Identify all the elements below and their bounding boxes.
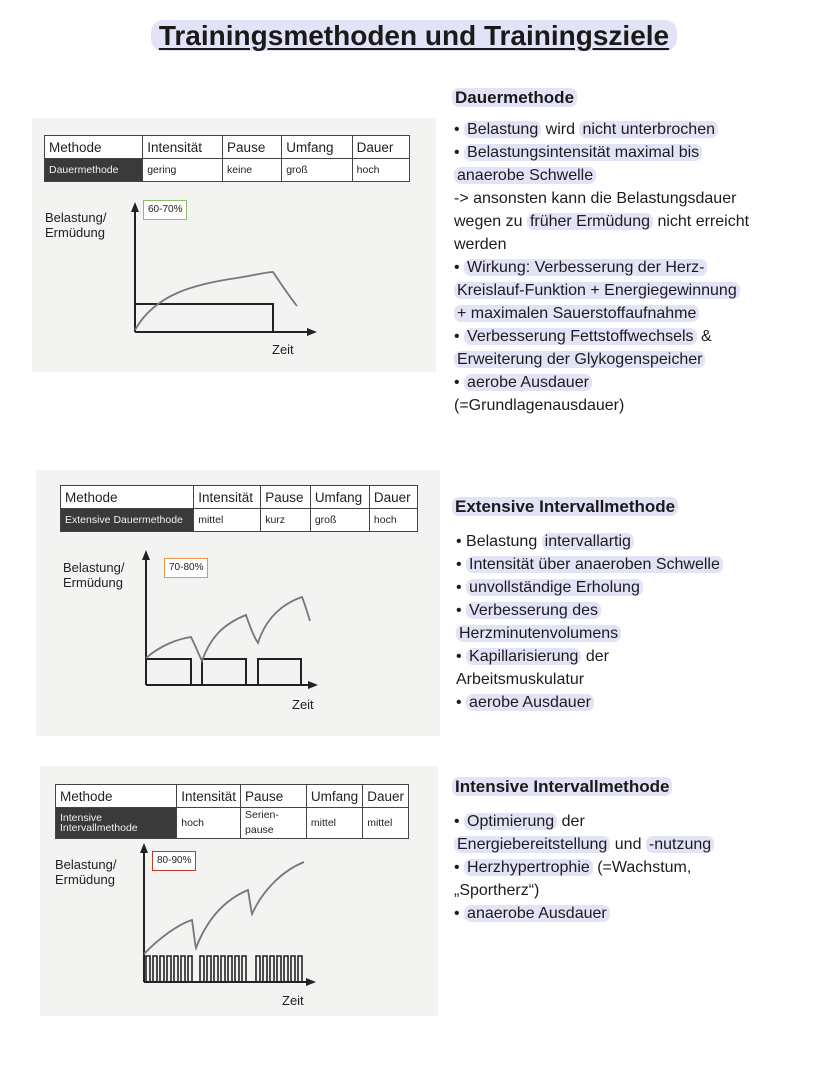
method-table-extensive [60,485,418,532]
x-axis-label: Zeit [292,697,314,712]
table-cell: Serien-pause [241,808,307,839]
y-axis-label: Belastung/ Ermüdung [55,857,117,887]
table-header: Dauer [352,136,409,159]
table-header: Methode [61,486,194,509]
highlighted-text: anaerobe Ausdauer [464,905,610,922]
table-cell: hoch [369,509,417,532]
y-axis-label: Belastung/ Ermüdung [45,210,107,240]
text-line: wegen zu früher Ermüdung nicht erreicht [454,213,750,230]
page-title [0,20,828,52]
table-header: Umfang [282,136,352,159]
table-cell: groß [282,159,352,182]
section-text [454,810,714,925]
x-axis-label: Zeit [272,342,294,357]
table-cell: gering [143,159,223,182]
table-header: Methode [56,785,177,808]
load-block [135,304,273,332]
method-table-intensive [55,784,409,839]
table-cell: Extensive Dauermethode [61,509,194,532]
x-axis-label: Zeit [282,993,304,1008]
table-cell: mittel [306,808,362,839]
text-line: • Herzhypertrophie (=Wachstum, [454,859,692,876]
text-line: • Intensität über anaeroben Schwelle [456,553,723,576]
text-line [454,348,749,371]
text-line: • Belastungsintensität maximal bis [454,141,749,164]
highlighted-text: Herzminutenvolumens [456,625,621,642]
table-cell: kurz [261,509,311,532]
text-line [456,622,723,645]
highlighted-text: früher Ermüdung [527,213,653,230]
text-line: • Kapillarisierung der [456,648,610,665]
text-line: • unvollständige Erholung [456,576,723,599]
text-line: • aerobe Ausdauer [456,691,723,714]
table-cell: Dauermethode [45,159,143,182]
text-line: • aerobe Ausdauer [454,371,749,394]
table-header: Pause [261,486,311,509]
highlighted-text: Energiebereitstellung [454,836,610,853]
method-table-dauermethode [44,135,410,182]
section-title: Dauermethode [452,88,577,108]
text-line: • Verbesserung des [456,599,723,622]
highlighted-text: -nutzung [646,836,714,853]
text-line [454,164,749,187]
table-cell: mittel [363,808,409,839]
text-line: • Optimierung der [454,813,585,830]
intensity-badge: 70-80% [164,558,208,578]
highlighted-text: Verbesserung des [466,602,601,619]
text-line: • Verbesserung Fettstoffwechsels & [454,328,712,345]
text-line [454,302,749,325]
highlighted-text: intervallartig [542,533,634,550]
text-line: Energiebereitstellung und -nutzung [454,833,714,856]
section-title: Extensive Intervallmethode [452,497,678,517]
highlighted-text: Belastungsintensität maximal bis [464,144,702,161]
text-line: • Belastung intervallartig [456,530,723,553]
text-line: -> ansonsten kann die Belastungsdauer [454,190,737,207]
x-axis-arrow [308,681,318,689]
highlighted-text: Herzhypertrophie [464,859,593,876]
x-axis-arrow [306,978,316,986]
highlighted-text: + maximalen Sauerstoffaufnahme [454,305,699,322]
table-header: Intensität [194,486,261,509]
table-cell: groß [310,509,369,532]
table-header: Dauer [369,486,417,509]
y-axis-arrow [142,550,150,560]
highlighted-text: Verbesserung Fettstoffwechsels [464,328,697,345]
highlighted-text: nicht unterbrochen [579,121,718,138]
highlighted-text: Intensität über anaeroben Schwelle [466,556,723,573]
table-header: Intensität [143,136,223,159]
load-intervals [146,956,302,982]
x-axis-arrow [307,328,317,336]
table-cell: Intensive Intervallmethode [56,808,177,839]
table-header: Dauer [363,785,409,808]
highlighted-text: Optimierung [464,813,557,830]
table-cell: mittel [194,509,261,532]
highlighted-text: unvollständige Erholung [466,579,643,596]
y-axis-arrow [131,202,139,212]
table-header: Umfang [310,486,369,509]
section-text [456,530,723,714]
highlighted-text: anaerobe Schwelle [454,167,596,184]
table-cell: keine [223,159,282,182]
table-header: Intensität [177,785,241,808]
fatigue-curve [146,597,310,661]
section-title: Intensive Intervallmethode [452,777,672,797]
text-line: (=Grundlagenausdauer) [454,397,625,414]
intensity-badge: 80-90% [152,851,196,871]
text-line: • Belastung wird nicht unterbrochen [454,118,749,141]
highlighted-text: Belastung [464,121,541,138]
text-line: • Wirkung: Verbesserung der Herz- [454,256,749,279]
text-line: „Sportherz“) [454,882,540,899]
highlighted-text: Kapillarisierung [466,648,581,665]
highlighted-text: aerobe Ausdauer [466,694,594,711]
intensity-badge: 60-70% [143,200,187,220]
table-header: Umfang [306,785,362,808]
y-axis-label: Belastung/ Ermüdung [63,560,125,590]
text-line: Arbeitsmuskulatur [456,671,585,688]
load-intervals [146,659,301,685]
page-title-text: Trainingsmethoden und Trainingsziele [151,20,677,51]
section-text [454,118,749,417]
table-cell: hoch [352,159,409,182]
highlighted-text: Erweiterung der Glykogenspeicher [454,351,705,368]
table-cell: hoch [177,808,241,839]
fatigue-curve [144,862,304,954]
highlighted-text: Kreislauf-Funktion + Energiegewinnung [454,282,740,299]
table-header: Pause [223,136,282,159]
text-line [454,279,749,302]
table-header: Pause [241,785,307,808]
highlighted-text: Wirkung: Verbesserung der Herz- [464,259,707,276]
table-header: Methode [45,136,143,159]
y-axis-arrow [140,843,148,853]
highlighted-text: aerobe Ausdauer [464,374,592,391]
text-line: werden [454,236,507,253]
text-line: • anaerobe Ausdauer [454,902,714,925]
